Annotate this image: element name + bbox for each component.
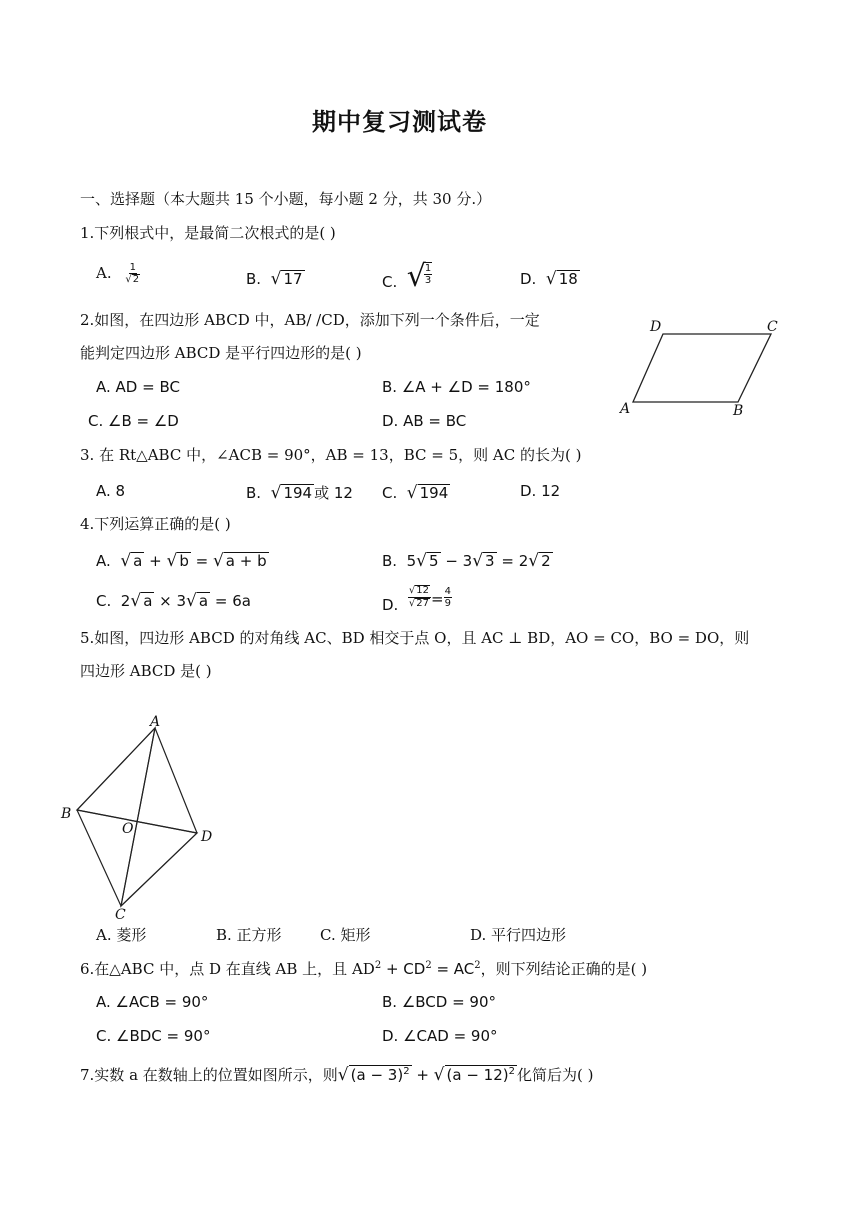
q1-option-a[interactable]: A. $\frac{1}{√2}$ — [96, 262, 140, 285]
q4-option-b[interactable]: B. 5√ 5 − 3√ 3 = 2√ 2 — [382, 551, 551, 571]
q5-option-b[interactable]: B. 正方形 — [216, 926, 282, 944]
q5-option-c[interactable]: C. 矩形 — [320, 926, 371, 944]
q2-option-a[interactable]: A. AD = BC — [96, 378, 180, 396]
q3-option-d[interactable]: D. 12 — [520, 482, 561, 500]
sqrt-icon: √ — [528, 551, 540, 571]
q3-option-a[interactable]: A. 8 — [96, 482, 126, 500]
parallelogram-shape — [633, 334, 771, 402]
question-1-stem: 1.下列根式中，是最简二次根式的是( ) — [80, 224, 336, 242]
vertex-label-b: B — [61, 806, 72, 822]
question-2-stem-line-1: 2.如图，在四边形 ABCD 中，AB/ /CD，添加下列一个条件后，一定 — [80, 311, 540, 329]
q6-option-b[interactable]: B. ∠BCD = 90° — [382, 993, 497, 1011]
parallelogram-figure — [615, 312, 790, 422]
question-6-stem: 6.在△ABC 中，点 D 在直线 AB 上，且 $AD^2 + CD^2 = AC^2$，则下列结论正确的是( ) — [80, 960, 648, 978]
vertex-label-c: C — [767, 319, 778, 335]
fraction: $\frac{1}{√2}$ — [125, 262, 140, 285]
question-5-stem-line-1: 5.如图，四边形 ABCD 的对角线 AC、BD 相交于点 O，且 AC ⊥ BD，AO = CO，BO = DO，则 — [80, 629, 750, 647]
question-2-stem-line-2: 能判定四边形 ABCD 是平行四边形的是( ) — [80, 344, 362, 362]
question-7-stem: 7.实数 a 在数轴上的位置如图所示，则√ $(a - 3)^2$ + √ $(a - 12)^2$ 化简后为( ) — [80, 1065, 594, 1085]
q6-option-d[interactable]: D. ∠CAD = 90° — [382, 1027, 498, 1045]
q4-option-a[interactable]: A. √ a + √ b = √ a + b — [96, 551, 267, 571]
vertex-label-o: O — [122, 821, 134, 837]
q2-option-c[interactable]: C. ∠B = ∠D — [88, 412, 179, 430]
sqrt-icon: √ — [186, 591, 197, 611]
vertex-label-c: C — [115, 907, 126, 923]
vertex-label-b: B — [733, 403, 744, 419]
sqrt-icon: √ — [408, 585, 416, 596]
sqrt-icon: √ — [130, 591, 142, 611]
sqrt-icon: √ — [337, 1065, 349, 1085]
q6-option-c[interactable]: C. ∠BDC = 90° — [96, 1027, 211, 1045]
page-title: 期中复习测试卷 — [312, 107, 487, 136]
q6-option-a[interactable]: A. ∠ACB = 90° — [96, 993, 209, 1011]
q4-option-c[interactable]: C. 2√ a × 3√ a = 6a — [96, 591, 251, 611]
q4-option-d[interactable]: D. $\frac{√12}{√27}$ = $\frac{4}{9}$ — [382, 585, 451, 614]
sqrt-icon: √ — [406, 259, 426, 294]
question-3-stem: 3. 在 Rt△ABC 中，∠ACB = 90°，AB = 13，BC = 5，则 AC 的长为( ) — [80, 446, 582, 464]
rhombus-outline — [77, 728, 197, 906]
section-heading: 一、选择题（本大题共 15 个小题，每小题 2 分，共 30 分.） — [80, 190, 492, 208]
sqrt-icon: √ — [270, 269, 282, 289]
q5-option-a[interactable]: A. 菱形 — [96, 926, 147, 944]
sqrt-icon: √ — [125, 274, 132, 285]
diagonal-ac — [121, 728, 155, 906]
q2-option-d[interactable]: D. AB = BC — [382, 412, 467, 430]
sqrt-icon: √ — [416, 551, 427, 571]
question-4-stem: 4.下列运算正确的是( ) — [80, 515, 231, 533]
sqrt-icon: √ — [433, 1065, 445, 1085]
vertex-label-d: D — [201, 829, 213, 845]
rhombus-figure — [55, 715, 230, 925]
sqrt-icon: √ — [545, 269, 557, 289]
q5-option-d[interactable]: D. 平行四边形 — [470, 926, 567, 944]
rhombus-sides — [77, 728, 197, 906]
q3-option-b[interactable]: B. √ 194 或 12 — [246, 483, 353, 503]
sqrt-icon: √ — [212, 551, 224, 571]
sqrt-icon: √ — [406, 483, 418, 503]
sqrt-icon: √ — [408, 597, 416, 609]
vertex-label-a: A — [150, 715, 161, 730]
sqrt-icon: √ — [270, 483, 282, 503]
q1-option-b[interactable]: B. √ 17 — [246, 269, 303, 289]
fraction: $\frac{√12}{√27}$ — [408, 585, 429, 609]
sqrt-icon: √ — [120, 551, 132, 571]
sqrt-icon: √ — [472, 551, 484, 571]
sqrt-icon: √ — [166, 551, 178, 571]
question-5-stem-line-2: 四边形 ABCD 是( ) — [80, 662, 212, 680]
q2-option-b[interactable]: B. ∠A + ∠D = 180° — [382, 378, 531, 396]
vertex-label-a: A — [620, 401, 631, 417]
q3-option-c[interactable]: C. √ 194 — [382, 483, 449, 503]
fraction: $\frac{4}{9}$ — [444, 585, 451, 609]
diagonal-bd — [77, 810, 197, 833]
q1-option-d[interactable]: D. √ 18 — [520, 269, 578, 289]
q1-option-c[interactable]: C. √ $\frac{1}{3}$ — [382, 259, 432, 294]
vertex-label-d: D — [650, 319, 662, 335]
